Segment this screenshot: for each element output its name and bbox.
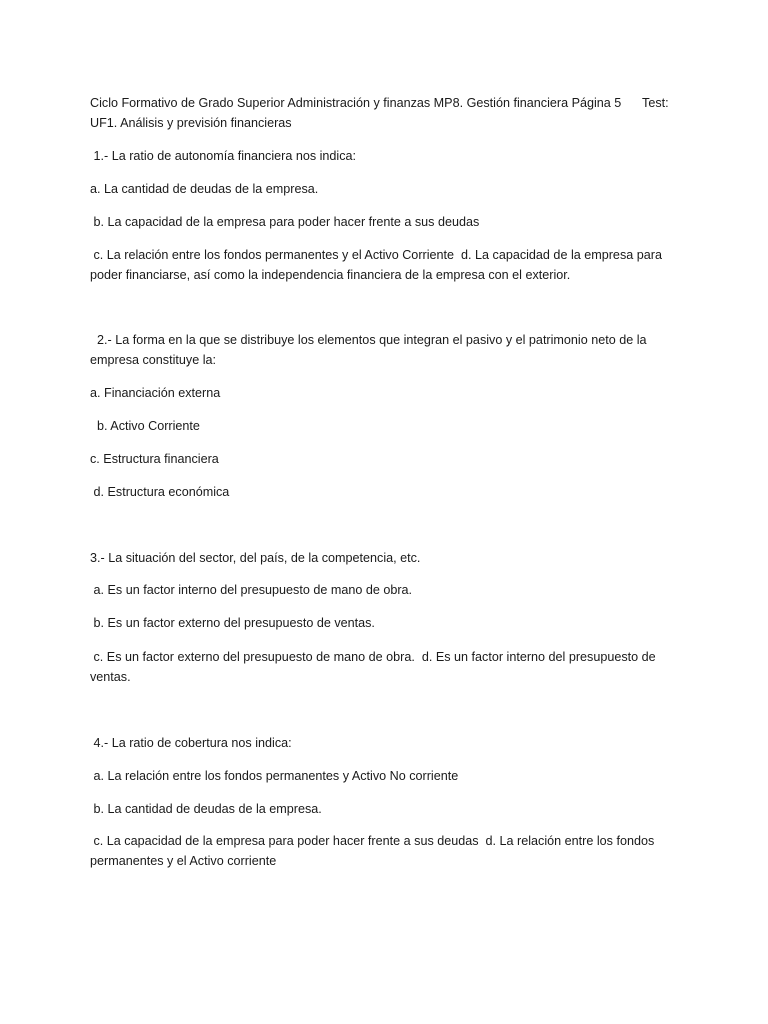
question-3-option-c-d: c. Es un factor externo del presupuesto de mano de obra. d. Es un factor interno del presupuesto de — [90, 650, 656, 664]
question-2: 2.- La forma en la que se distribuye los elementos que integran el pasivo y el patrimonio neto de la — [90, 333, 647, 347]
question-1: 1.- La ratio de autonomía financiera nos indica: — [90, 149, 357, 163]
question-3-option-a: a. Es un factor interno del presupuesto de mano de obra. — [90, 583, 413, 597]
question-3: 3.- La situación del sector, del país, de la competencia, etc. — [90, 551, 421, 565]
question-2-cont: empresa constituye la: — [90, 353, 216, 367]
question-1-option-b: b. La capacidad de la empresa para poder hacer frente a sus deudas — [90, 215, 480, 229]
header-title: Ciclo Formativo de Grado Superior Administración y finanzas MP8. Gestión financiera Página 5 Test: — [90, 96, 669, 110]
question-1-option-a: a. La cantidad de deudas de la empresa. — [90, 182, 319, 196]
question-2-option-c: c. Estructura financiera — [90, 452, 219, 466]
question-4-option-b: b. La cantidad de deudas de la empresa. — [90, 802, 322, 816]
question-3-option-d-cont: ventas. — [90, 670, 131, 684]
question-2-option-b: b. Activo Corriente — [90, 419, 200, 433]
question-1-option-d-cont: poder financiarse, así como la independencia financiera de la empresa con el exterior. — [90, 268, 571, 282]
question-4: 4.- La ratio de cobertura nos indica: — [90, 736, 292, 750]
header-subtitle: UF1. Análisis y previsión financieras — [90, 116, 292, 130]
question-1-option-c-d: c. La relación entre los fondos permanentes y el Activo Corriente d. La capacidad de la empresa para — [90, 248, 662, 262]
question-3-option-b: b. Es un factor externo del presupuesto de ventas. — [90, 616, 375, 630]
question-2-option-a: a. Financiación externa — [90, 386, 221, 400]
question-4-option-c-d: c. La capacidad de la empresa para poder hacer frente a sus deudas d. La relación entre los fondos — [90, 834, 655, 848]
question-4-option-d-cont: permanentes y el Activo corriente — [90, 854, 277, 868]
question-2-option-d: d. Estructura económica — [90, 485, 230, 499]
question-4-option-a: a. La relación entre los fondos permanentes y Activo No corriente — [90, 769, 459, 783]
